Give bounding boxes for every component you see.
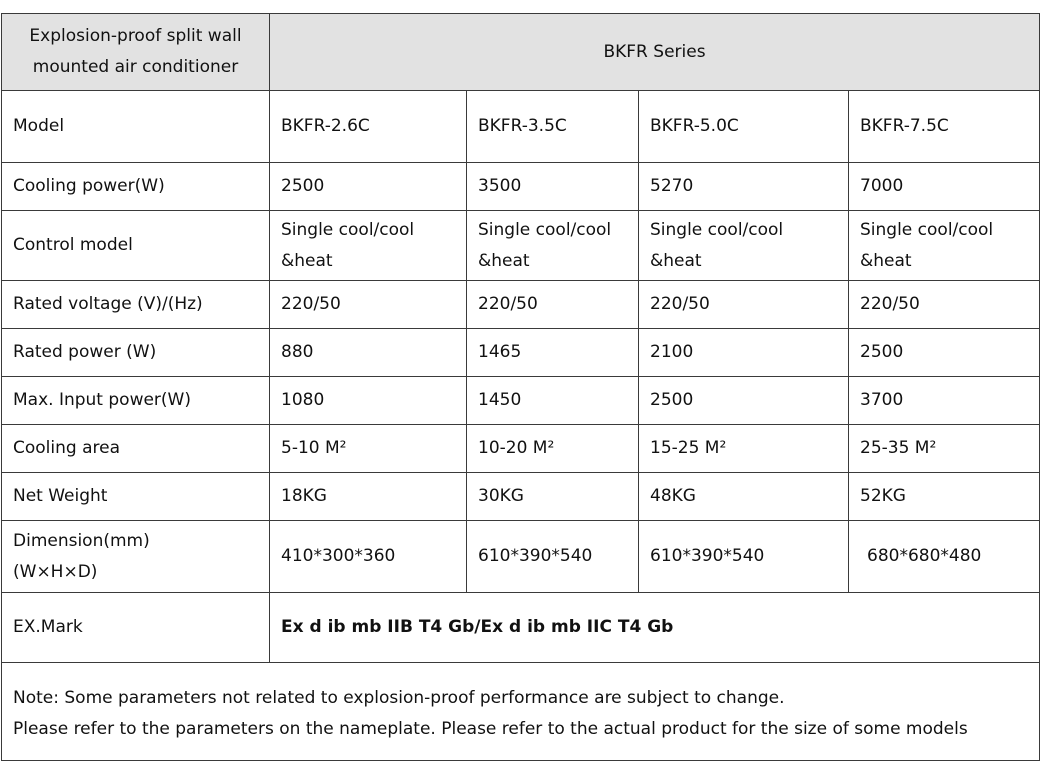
table-row-max-input-power [2,377,1040,425]
table-cell: 880 [270,329,467,377]
note-cell [2,663,1040,761]
table-cell: 220/50 [467,281,639,329]
table-cell: 7000 [849,163,1040,211]
table-cell: 2500 [849,329,1040,377]
cell-line: Single cool/cool [281,219,415,240]
table-cell: 52KG [849,473,1040,521]
table-cell: 610*390*540 [639,521,849,593]
product-type-cell [2,14,270,91]
table-cell: 10-20 M² [467,425,639,473]
table-row-cooling-power [2,163,1040,211]
table-row-net-weight [2,473,1040,521]
table-cell: 1465 [467,329,639,377]
table-cell: 5270 [639,163,849,211]
cell-line: &heat [650,250,702,271]
table-row-rated-power [2,329,1040,377]
cell-line: Single cool/cool [860,219,994,240]
row-label: Cooling area [2,425,270,473]
table-cell: 5-10 M² [270,425,467,473]
row-label-line: Dimension(mm) [13,530,150,551]
table-cell: 610*390*540 [467,521,639,593]
table-cell: 25-35 M² [849,425,1040,473]
table-cell: 2500 [639,377,849,425]
row-label: Cooling power(W) [2,163,270,211]
table-cell: 410*300*360 [270,521,467,593]
cell-line: Single cool/cool [478,219,612,240]
table-row-model [2,91,1040,163]
table-cell: 2500 [270,163,467,211]
row-label [2,521,270,593]
product-type-line1: Explosion-proof split wall [29,26,242,46]
table-cell [849,211,1040,281]
table-cell: 48KG [639,473,849,521]
row-label-line: (W×H×D) [13,561,98,582]
row-label: EX.Mark [2,593,270,663]
series-title: BKFR Series [270,14,1040,91]
table-cell [639,211,849,281]
table-row-cooling-area [2,425,1040,473]
cell-line: &heat [281,250,333,271]
table-cell: BKFR-7.5C [849,91,1040,163]
cell-line: Single cool/cool [650,219,784,240]
row-label: Model [2,91,270,163]
table-cell: 15-25 M² [639,425,849,473]
table-cell: BKFR-3.5C [467,91,639,163]
row-label: Rated power (W) [2,329,270,377]
table-cell: BKFR-2.6C [270,91,467,163]
row-label: Control model [2,211,270,281]
cell-line: &heat [860,250,912,271]
product-type-line2: mounted air conditioner [32,57,239,77]
table-cell: 2100 [639,329,849,377]
row-label: Rated voltage (V)/(Hz) [2,281,270,329]
table-cell: 3700 [849,377,1040,425]
table-cell [467,211,639,281]
spec-table [1,13,1040,761]
table-cell: 30KG [467,473,639,521]
cell-line: &heat [478,250,530,271]
table-cell: 220/50 [639,281,849,329]
note-row [2,663,1040,761]
row-label: Net Weight [2,473,270,521]
table-cell: 220/50 [849,281,1040,329]
table-cell: 1080 [270,377,467,425]
table-cell: 220/50 [270,281,467,329]
table-cell: 680*680*480 [849,521,1040,593]
row-label: Max. Input power(W) [2,377,270,425]
table-cell: 3500 [467,163,639,211]
table-row-control-model [2,211,1040,281]
table-cell: 1450 [467,377,639,425]
table-row-dimension [2,521,1040,593]
header-row [2,14,1040,91]
table-row-ex-mark [2,593,1040,663]
note-line: Please refer to the parameters on the nameplate. Please refer to the actual product for the size of some models [13,718,968,739]
table-cell [270,211,467,281]
note-line: Note: Some parameters not related to explosion-proof performance are subject to change. [13,687,785,708]
table-row-rated-voltage [2,281,1040,329]
table-cell: BKFR-5.0C [639,91,849,163]
ex-mark-value: Ex d ib mb IIB T4 Gb/Ex d ib mb IIC T4 Gb [270,593,1040,663]
table-cell: 18KG [270,473,467,521]
